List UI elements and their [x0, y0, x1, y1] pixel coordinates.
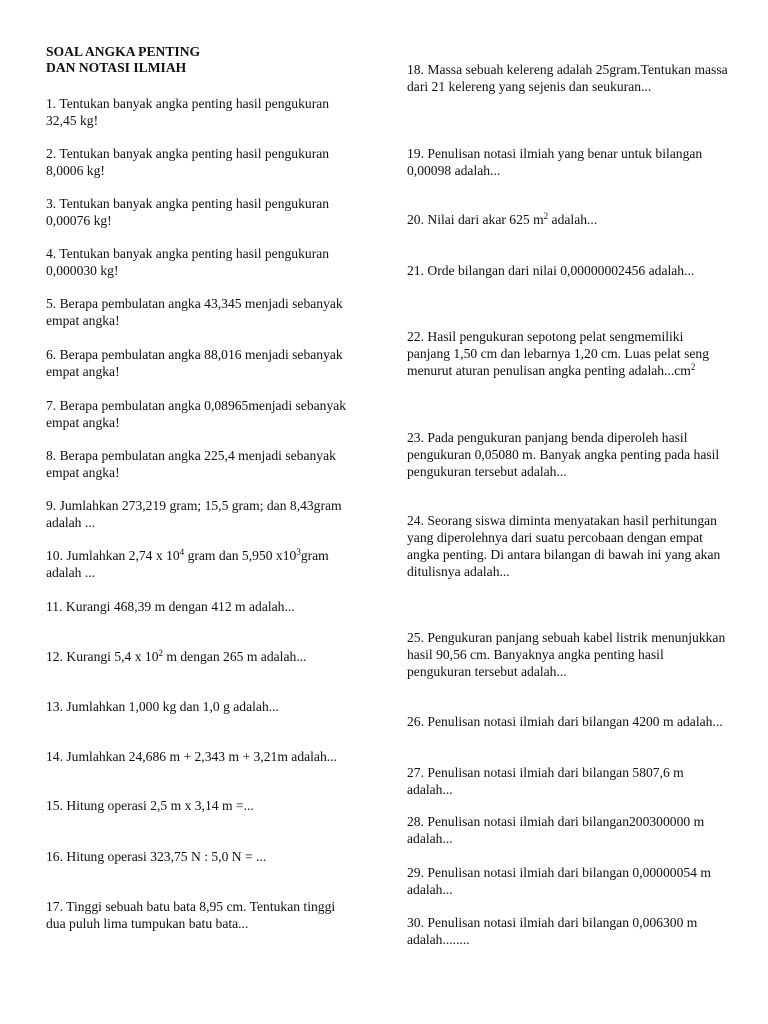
question-12 [46, 648, 358, 665]
question-15: 15. Hitung operasi 2,5 m x 3,14 m =... [46, 798, 254, 813]
question-1: 1. Tentukan banyak angka penting hasil pengukuran 32,45 kg! [46, 96, 330, 128]
question-10-text-b: gram dan 5,950 x10 [184, 548, 297, 563]
question-13: 13. Jumlahkan 1,000 kg dan 1,0 g adalah... [46, 699, 279, 714]
question-10-exponent-2: 3 [296, 547, 301, 557]
question-7: 7. Berapa pembulatan angka 0,08965menjadi sebanyak empat angka! [46, 398, 347, 430]
question-22-exponent: 2 [690, 362, 696, 372]
question-8: 8. Berapa pembulatan angka 225,4 menjadi sebanyak empat angka! [46, 448, 336, 480]
question-14: 14. Jumlahkan 24,686 m + 2,343 m + 3,21m adalah... [46, 749, 337, 764]
question-20-exponent: 2 [543, 211, 549, 221]
title-line-2: DAN NOTASI ILMIAH [46, 60, 187, 75]
question-16: 16. Hitung operasi 323,75 N : 5,0 N = ... [46, 849, 267, 864]
question-12-text-b: m dengan 265 m adalah... [163, 649, 307, 664]
question-11: 11. Kurangi 468,39 m dengan 412 m adalah... [46, 599, 295, 614]
question-4: 4. Tentukan banyak angka penting hasil pengukuran 0,000030 kg! [46, 246, 330, 278]
question-19: 19. Penulisan notasi ilmiah yang benar untuk bilangan 0,00098 adalah... [407, 146, 703, 178]
question-6: 6. Berapa pembulatan angka 88,016 menjadi sebanyak empat angka! [46, 347, 343, 379]
question-21: 21. Orde bilangan dari nilai 0,00000002456 adalah... [407, 263, 695, 278]
question-26: 26. Penulisan notasi ilmiah dari bilangan 4200 m adalah... [407, 714, 723, 729]
question-12-text-a: 12. Kurangi 5,4 x 10 [46, 649, 159, 664]
question-12-exponent: 2 [158, 648, 164, 658]
question-5: 5. Berapa pembulatan angka 43,345 menjadi sebanyak empat angka! [46, 296, 343, 328]
document-title [46, 44, 200, 76]
question-30: 30. Penulisan notasi ilmiah dari bilangan 0,006300 m adalah........ [407, 915, 698, 947]
question-18: 18. Massa sebuah kelereng adalah 25gram.Tentukan massa dari 21 kelereng yang sejenis dan seukuran... [407, 62, 728, 94]
question-3: 3. Tentukan banyak angka penting hasil pengukuran 0,00076 kg! [46, 196, 330, 228]
question-10-text-a: 10. Jumlahkan 2,74 x 10 [46, 548, 180, 563]
question-10-text-c: gram adalah ... [46, 548, 329, 580]
question-10 [46, 547, 358, 581]
question-22-text: 22. Hasil pengukuran sepotong pelat sengmemiliki panjang 1,50 cm dan lebarnya 1,20 cm. Luas pelat seng menurut aturan penulisan angka penting adalah...cm [407, 329, 709, 378]
question-27: 27. Penulisan notasi ilmiah dari bilangan 5807,6 m adalah... [407, 765, 684, 797]
question-24: 24. Seorang siswa diminta menyatakan hasil perhitungan yang diperolehnya dari suatu percobaan dengan empat angka penting. Di antara bilangan di bawah ini yang akan ditulisnya adalah... [407, 513, 721, 579]
question-20 [407, 211, 729, 228]
question-10-exponent-1: 4 [179, 547, 185, 557]
question-29: 29. Penulisan notasi ilmiah dari bilangan 0,00000054 m adalah... [407, 865, 711, 897]
question-28: 28. Penulisan notasi ilmiah dari bilangan200300000 m adalah... [407, 814, 705, 846]
title-line-1: SOAL ANGKA PENTING [46, 44, 201, 59]
question-25: 25. Pengukuran panjang sebuah kabel listrik menunjukkan hasil 90,56 cm. Banyaknya angka penting hasil pengukuran tersebut adalah... [407, 630, 726, 679]
question-23: 23. Pada pengukuran panjang benda diperoleh hasil pengukuran 0,05080 m. Banyak angka penting pada hasil pengukuran tersebut adalah... [407, 430, 720, 479]
question-20-text-b: adalah... [548, 212, 598, 227]
question-2: 2. Tentukan banyak angka penting hasil pengukuran 8,0006 kg! [46, 146, 330, 178]
question-22 [407, 328, 729, 379]
question-20-text-a: 20. Nilai dari akar 625 m [407, 212, 544, 227]
question-9: 9. Jumlahkan 273,219 gram; 15,5 gram; dan 8,43gram adalah ... [46, 498, 342, 530]
question-17: 17. Tinggi sebuah batu bata 8,95 cm. Tentukan tinggi dua puluh lima tumpukan batu bata... [46, 899, 336, 931]
